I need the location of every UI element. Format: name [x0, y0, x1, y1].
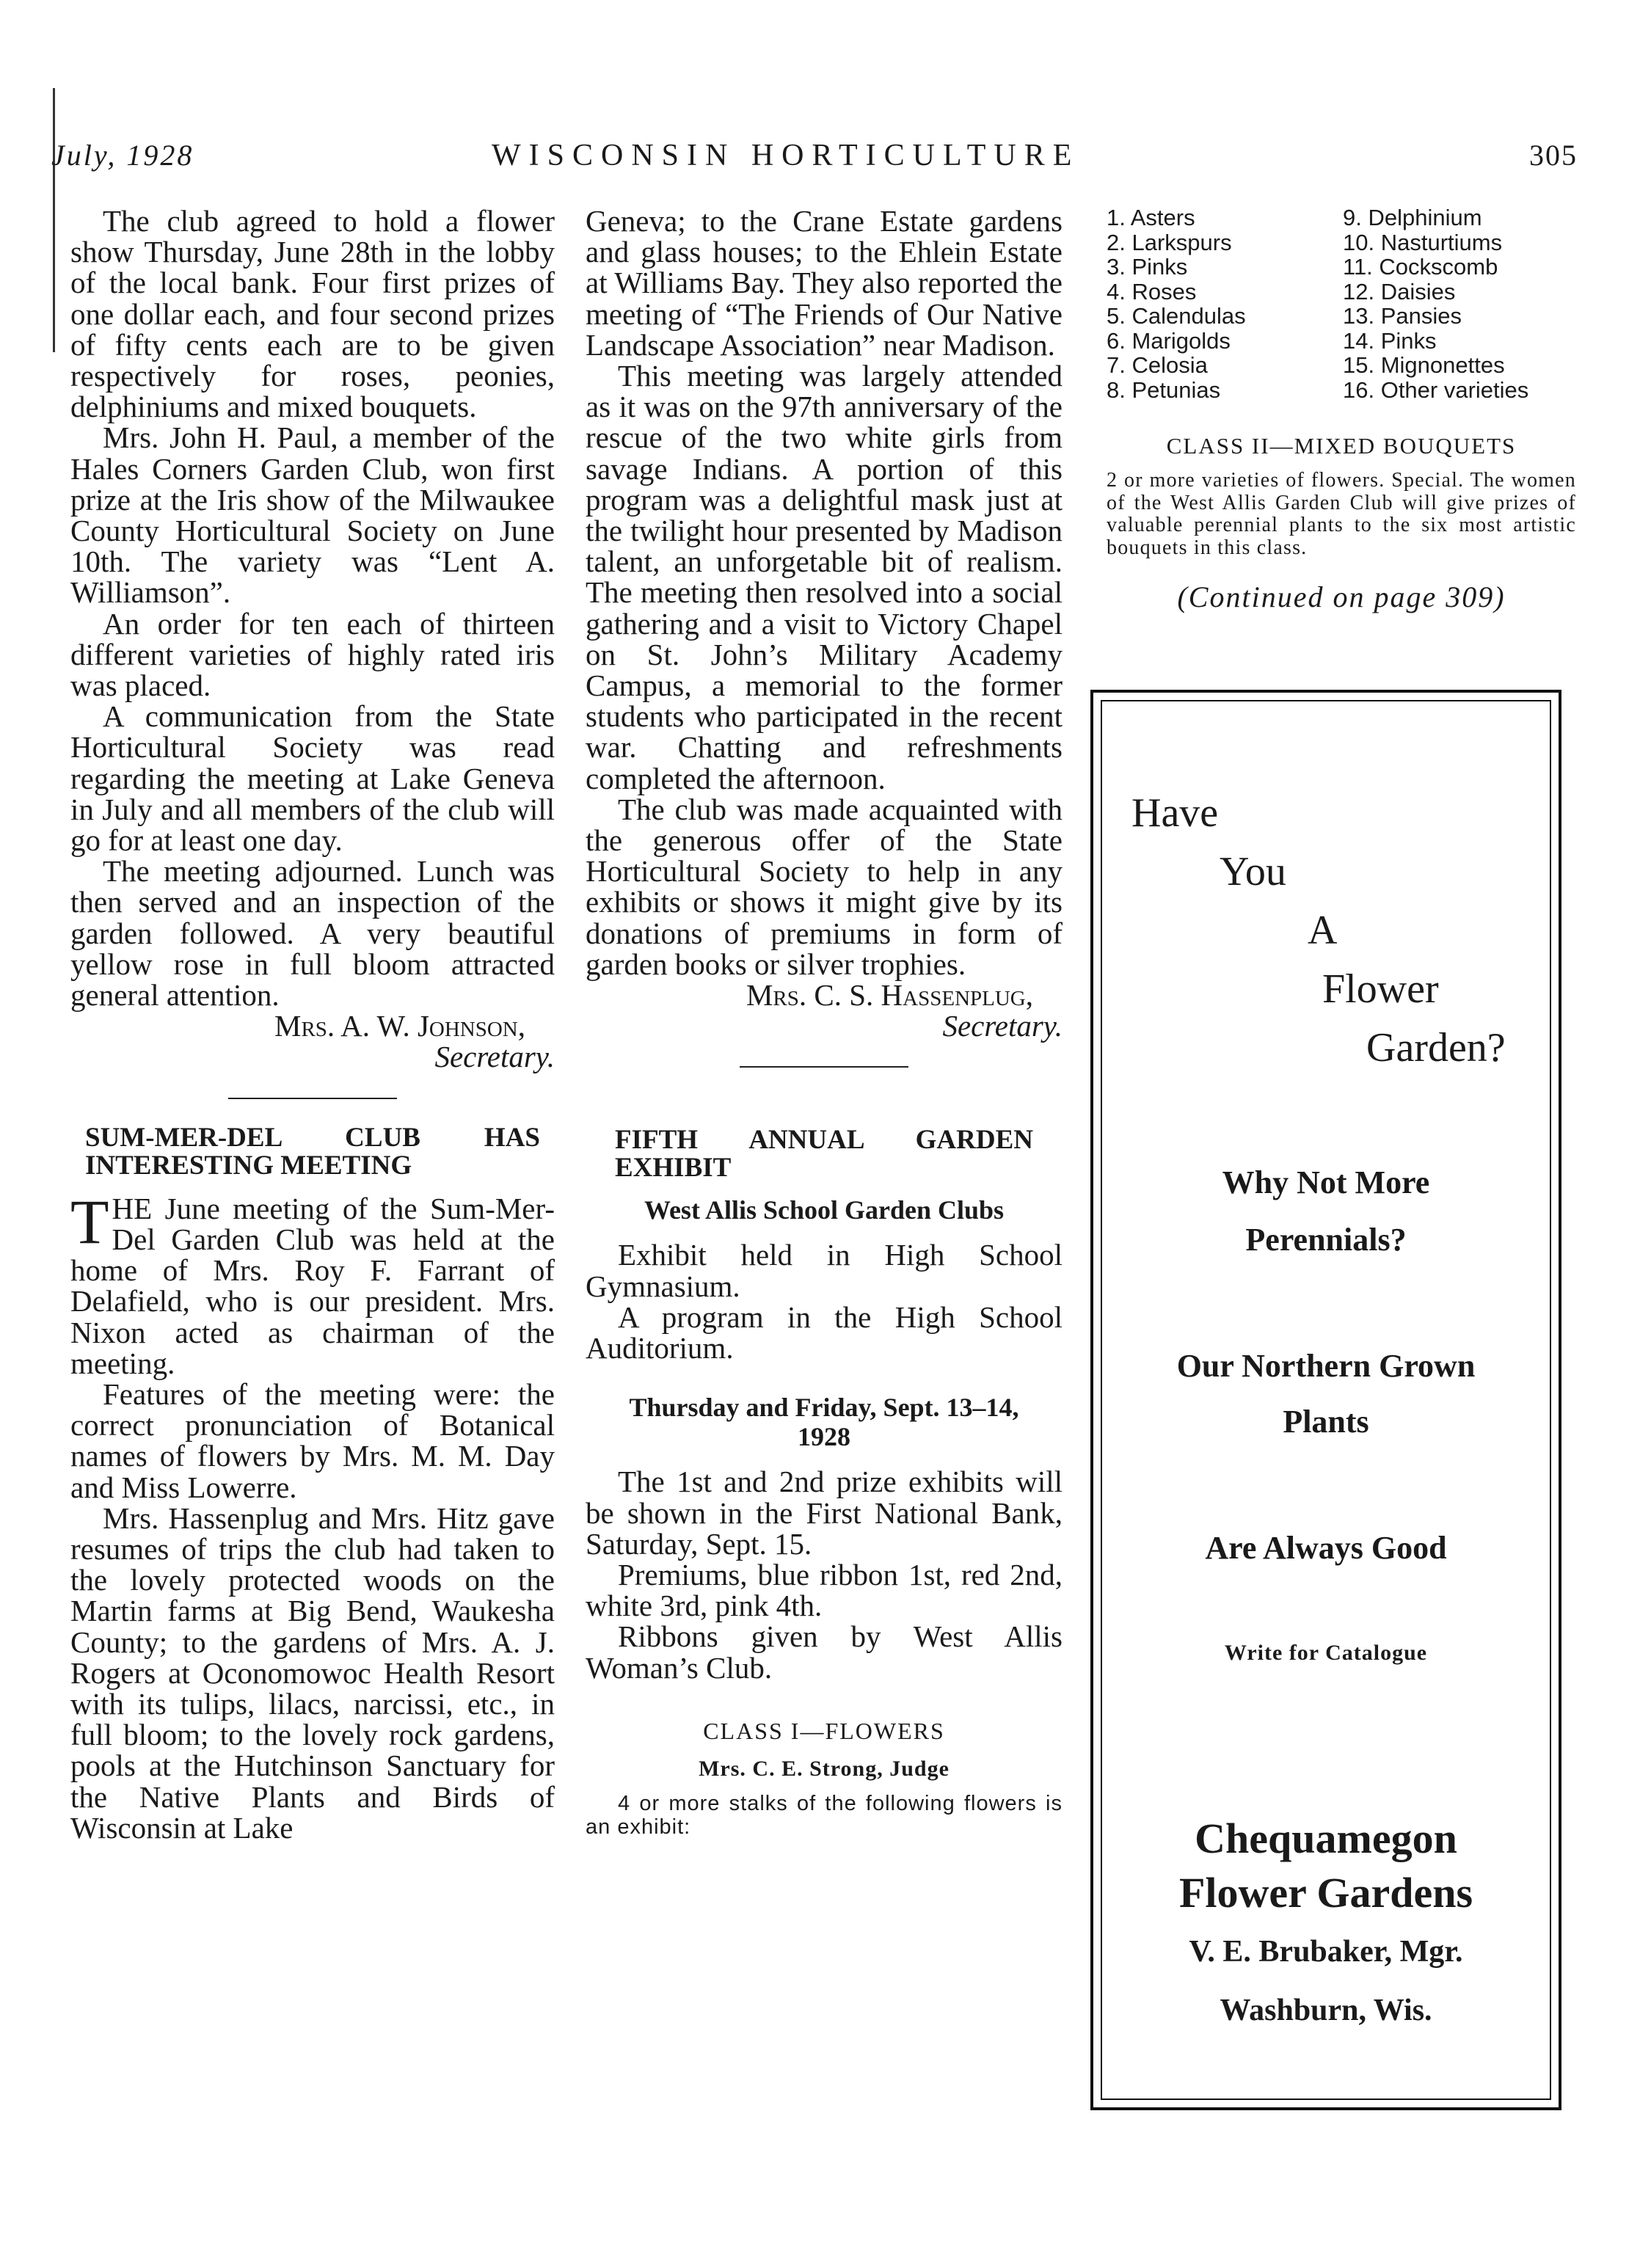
flower-list-item: 12. Daisies: [1343, 278, 1456, 305]
company-name: Chequamegon: [1195, 1815, 1457, 1862]
ad-line: Garden?: [1366, 1025, 1506, 1071]
ad-line: Why Not More: [1222, 1164, 1430, 1200]
ad-line: Plants: [1283, 1404, 1369, 1440]
continued-note: (Continued on page 309): [1177, 580, 1506, 613]
paragraph: HE June meeting of the Sum-Mer-Del Garden Club was held at the home of Mrs. Roy F. Farrant of Delafield, who is our president. Mrs. Nixon acted as chairman of the meeting.: [70, 1191, 555, 1380]
paragraph: The meeting adjourned. Lunch was then served and an inspection of the garden followed. A very beautiful yellow rose in full bloom attracted general attention.: [70, 854, 555, 1013]
flower-list-item: 8. Petunias: [1107, 376, 1221, 403]
journal-title: WISCONSIN HORTICULTURE: [492, 139, 1080, 172]
paragraph: Premiums, blue ribbon 1st, red 2nd, white 3rd, pink 4th.: [586, 1557, 1063, 1623]
signature-title: Secretary.: [942, 1009, 1063, 1043]
article-headline: FIFTH ANNUAL GARDEN EXHIBIT: [615, 1125, 1033, 1184]
ad-line: Have: [1131, 790, 1219, 836]
signature: [70, 1010, 555, 1072]
flower-list-item: 13. Pansies: [1343, 303, 1462, 329]
page-header: [51, 138, 1578, 175]
paragraph: The 1st and 2nd prize exhibits will be shown in the First National Bank, Saturday, Sept. 15.: [586, 1465, 1063, 1561]
ad-inner-border: [1101, 700, 1551, 2100]
paragraph: Mrs. John H. Paul, a member of the Hales Corners Garden Club, won first prize at the Iris show of the Milwaukee County Horticultural Society on June 10th. The variety was “Lent A. Williamson”.: [70, 420, 555, 610]
flower-list-item: 15. Mignonettes: [1343, 352, 1505, 378]
paragraph: A program in the High School Auditorium.: [586, 1299, 1063, 1365]
flower-list-item: 1. Asters: [1107, 205, 1195, 230]
advertisement: [1090, 690, 1561, 2110]
flower-list-item: 5. Calendulas: [1107, 303, 1246, 329]
exhibit-dates: Thursday and Friday, Sept. 13–14, 1928: [629, 1393, 1019, 1452]
paragraph: 2 or more varieties of flowers. Special. The women of the West Allis Garden Club will give prizes of valuable perennial plants to the six most artistic bouquets in this class.: [1107, 469, 1576, 559]
article-headline: SUM-MER-DEL CLUB HAS INTERESTING MEETING: [85, 1122, 540, 1181]
issue-date: July, 1928: [51, 139, 194, 172]
ad-line: Flower: [1322, 966, 1439, 1012]
paragraph: Features of the meeting were: the correct pronunciation of Botanical names of flowers by Mrs. M. M. Day and Miss Lowerre.: [70, 1377, 555, 1504]
column-1: [70, 205, 555, 1843]
paragraph: Geneva; to the Crane Estate gardens and glass houses; to the Ehlein Estate at Williams Bay. They also reported the meeting of “The Friends of Our Native Landscape Association” near Madison.: [586, 204, 1063, 362]
paragraph: The club was made acquainted with the generous offer of the State Horticultural Society to help in any exhibits or shows it might give by its donations of premiums in form of garden books or silver trophies.: [586, 792, 1063, 981]
flower-list-item: 7. Celosia: [1107, 352, 1208, 378]
ad-line: Write for Catalogue: [1224, 1641, 1428, 1665]
signature-name: Mrs. A. W. Johnson,: [274, 1009, 525, 1043]
signature-title: Secretary.: [434, 1040, 555, 1074]
flower-list-item: 6. Marigolds: [1107, 327, 1231, 354]
flower-list-item: 11. Cockscomb: [1343, 254, 1498, 280]
flower-list-item: 14. Pinks: [1343, 327, 1437, 354]
drop-cap: T: [70, 1186, 109, 1257]
paragraph: Ribbons given by West Allis Woman’s Club.: [586, 1619, 1063, 1685]
paragraph: An order for ten each of thirteen different varieties of highly rated iris was placed.: [70, 606, 555, 703]
paragraph: A communication from the State Horticultural Society was read regarding the meeting at Lake Geneva in July and all members of the club will go for at least one day.: [70, 699, 555, 858]
flower-list-item: 16. Other varieties: [1343, 376, 1529, 403]
flower-list: [1107, 205, 1576, 404]
paragraph: This meeting was largely attended as it was on the 97th anniversary of the rescue of the two white girls from savage Indians. A portion of this program was a delightful mask just at the twilight hour presented by Madison talent, an unforgetable bit of realism. The meeting then resolved into a social gathering and a visit to Victory Chapel on St. John’s Military Academy Campus, a memorial to the former students who participated in the recent war. Chatting and refreshments completed the afternoon.: [586, 359, 1063, 795]
ad-line: Our Northern Grown: [1176, 1348, 1476, 1384]
company-name: Flower Gardens: [1178, 1869, 1473, 1917]
signature-name: Mrs. C. S. Hassenplug,: [746, 978, 1033, 1013]
paragraph: 4 or more stalks of the following flowers is an exhibit:: [586, 1792, 1063, 1839]
flower-list-item: 4. Roses: [1107, 278, 1197, 305]
ad-line: You: [1220, 849, 1286, 894]
column-3: [1107, 205, 1576, 614]
flower-list-item: 9. Delphinium: [1343, 205, 1482, 230]
margin-rule: [53, 88, 55, 352]
article-subhead: West Allis School Garden Clubs: [644, 1195, 1005, 1225]
class-heading: CLASS I—FLOWERS: [703, 1717, 945, 1744]
signature: [586, 980, 1063, 1041]
manager-name: V. E. Brubaker, Mgr.: [1189, 1935, 1463, 1969]
flower-list-item: 2. Larkspurs: [1107, 229, 1232, 255]
paragraph: The club agreed to hold a flower show Thursday, June 28th in the lobby of the local bank. Four first prizes of one dollar each, and four second prizes of fifty cents each are to be given respectively for roses, peonies, delphiniums and mixed bouquets.: [70, 204, 555, 424]
paragraph: Mrs. Hassenplug and Mrs. Hitz gave resumes of trips the club had taken to the lovely protected woods on the Martin farms at Big Bend, Waukesha County; to the gardens of Mrs. A. J. Rogers at Oconomowoc Health Resort with its tulips, lilacs, narcissi, etc., in full bloom; to the lovely rock gardens, pools at the Hutchinson Sanctuary for the Native Plants and Birds of Wisconsin at Lake: [70, 1501, 555, 1845]
column-2: [586, 205, 1063, 1839]
flower-list-item: 10. Nasturtiums: [1343, 229, 1503, 255]
ad-line: Perennials?: [1245, 1222, 1407, 1258]
company-location: Washburn, Wis.: [1220, 1994, 1432, 2027]
flower-list-item: 3. Pinks: [1107, 254, 1188, 280]
ad-line: A: [1308, 908, 1338, 953]
ad-line: Are Always Good: [1205, 1530, 1447, 1566]
page-number: 305: [1529, 139, 1578, 172]
judge-line: Mrs. C. E. Strong, Judge: [699, 1756, 950, 1781]
paragraph: Exhibit held in High School Gymnasium.: [586, 1238, 1063, 1303]
class-heading: CLASS II—MIXED BOUQUETS: [1166, 433, 1517, 459]
